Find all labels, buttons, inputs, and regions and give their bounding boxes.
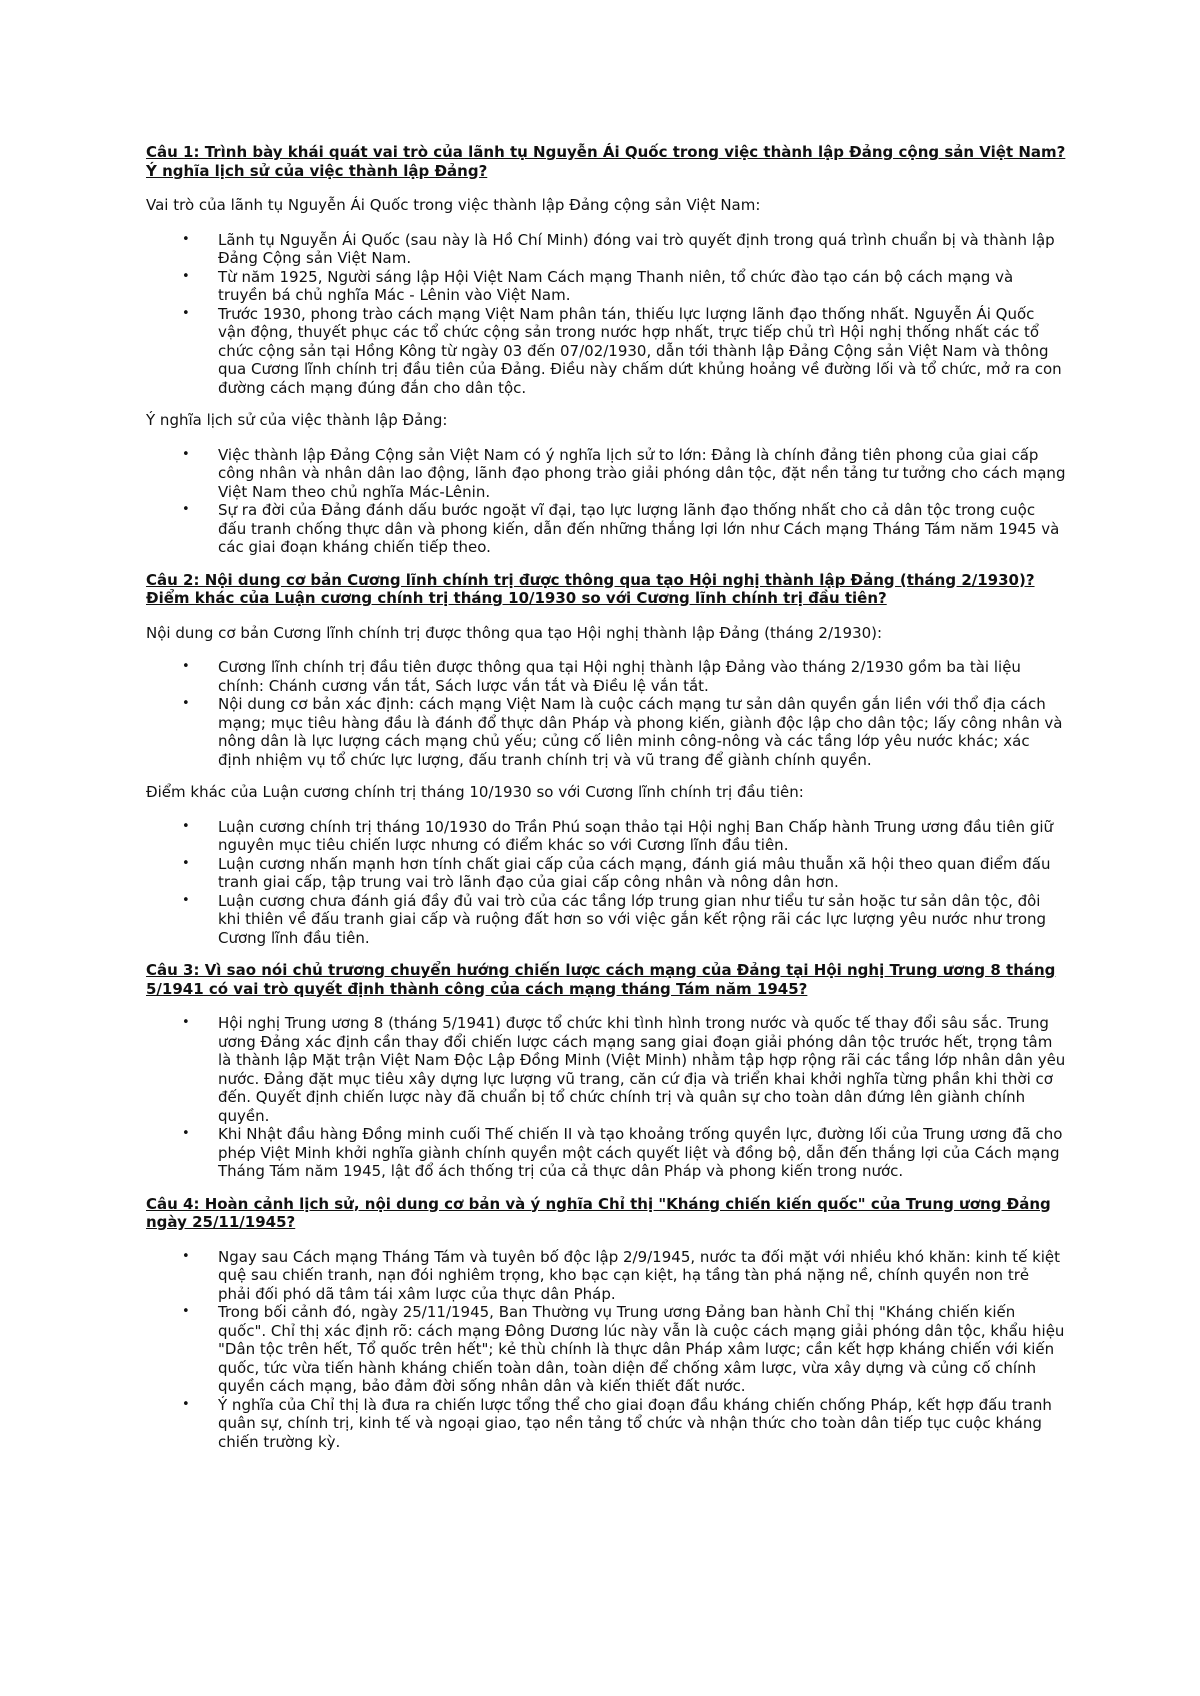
bullet-icon: •	[182, 1248, 190, 1264]
section-4	[146, 1195, 1066, 1452]
list-item: • Từ năm 1925, Người sáng lập Hội Việt Nam Cách mạng Thanh niên, tổ chức đào tạo cán bộ cách mạng và truyền bá chủ nghĩa Mác - Lênin vào Việt Nam.	[182, 267, 1014, 304]
list-item: • Ý nghĩa của Chỉ thị là đưa ra chiến lược tổng thể cho giai đoạn đầu kháng chiến chống Pháp, kết hợp đấu tranh quân sự, chính trị, kinh tế và ngoại giao, tạo nền tảng tổ chức và nhận thức cho toàn dân tiếp tục cuộc kháng chiến trường kỳ.	[182, 1395, 1052, 1451]
bullet-icon: •	[182, 818, 190, 834]
list-item: • Luận cương chính trị tháng 10/1930 do Trần Phú soạn thảo tại Hội nghị Ban Chấp hành Trung ương đầu tiên giữ nguyên mục tiêu chiến lược nhưng có điểm khác so với Cương lĩnh đầu tiên.	[182, 817, 1054, 854]
section-intro: Vai trò của lãnh tụ Nguyễn Ái Quốc trong việc thành lập Đảng cộng sản Việt Nam:	[146, 196, 761, 214]
bullet-icon: •	[182, 1015, 190, 1030]
bullet-list	[146, 818, 1066, 948]
bullet-icon: •	[182, 892, 190, 908]
list-item: • Hội nghị Trung ương 8 (tháng 5/1941) được tổ chức khi tình hình trong nước và quốc tế thay đổi sâu sắc. Trung ương Đảng xác định cần thay đổi chiến lược cách mạng sang giai đoạn giải phóng dân tộc trước hết, trọng tâm là thành lập Mặt trận Việt Nam Độc Lập Đồng Minh (Việt Minh) nhằm tập hợp rộng rãi các tầng lớp nhân dân yêu nước. Đảng đặt mục tiêu xây dựng lực lượng vũ trang, căn cứ địa và triển khai khởi nghĩa từng phần khi thời cơ đến. Quyết định chiến lược này đã chuẩn bị tổ chức chính trị và quân sự cho toàn dân đứng lên giành chính quyền.	[182, 1014, 1066, 1125]
bullet-icon: •	[182, 305, 190, 321]
bullet-icon: •	[182, 231, 190, 247]
section-3	[146, 961, 1066, 1181]
list-item: • Việc thành lập Đảng Cộng sản Việt Nam có ý nghĩa lịch sử to lớn: Đảng là chính đảng tiên phong của giai cấp công nhân và nhân dân lao động, lãnh đạo phong trào giải phóng dân tộc, đặt nền tảng tư tưởng cho cách mạng Việt Nam theo chủ nghĩa Mác-Lênin.	[182, 445, 1066, 501]
bullet-list	[146, 1014, 1066, 1181]
section-1	[146, 143, 1066, 557]
bullet-icon: •	[182, 1126, 190, 1141]
section-intro: Ý nghĩa lịch sử của việc thành lập Đảng:	[146, 411, 448, 429]
question-heading: Câu 3: Vì sao nói chủ trương chuyển hướng chiến lược cách mạng của Đảng tại Hội nghị Trung ương 8 tháng 5/1941 có vai trò quyết định thành công của cách mạng tháng Tám năm 1945?	[146, 961, 1056, 998]
list-item: • Ngay sau Cách mạng Tháng Tám và tuyên bố độc lập 2/9/1945, nước ta đối mặt với nhiều khó khăn: kinh tế kiệt quệ sau chiến tranh, nạn đói nghiêm trọng, kho bạc cạn kiệt, hạ tầng tàn phá nặng nề, chính quyền non trẻ phải đối phó dã tâm tái xâm lược của thực dân Pháp.	[182, 1247, 1061, 1303]
list-item: • Trong bối cảnh đó, ngày 25/11/1945, Ban Thường vụ Trung ương Đảng ban hành Chỉ thị "Kháng chiến kiến quốc". Chỉ thị xác định rõ: cách mạng Đông Dương lúc này vẫn là cuộc cách mạng giải phóng dân tộc, khẩu hiệu "Dân tộc trên hết, Tổ quốc trên hết"; kẻ thù chính là thực dân Pháp xâm lược; cần kết hợp kháng chiến với kiến quốc, tức vừa tiến hành kháng chiến toàn dân, toàn diện để chống xâm lược, vừa xây dựng và củng cố chính quyền cách mạng, bảo đảm đời sống nhân dân và kiến thiết đất nước.	[182, 1303, 1065, 1395]
bullet-list	[146, 446, 1066, 557]
bullet-icon: •	[182, 855, 190, 871]
bullet-icon: •	[182, 268, 190, 284]
bullet-icon: •	[182, 696, 190, 711]
list-item: • Cương lĩnh chính trị đầu tiên được thông qua tại Hội nghị thành lập Đảng vào tháng 2/1930 gồm ba tài liệu chính: Chánh cương vắn tắt, Sách lược vắn tắt và Điều lệ vắn tắt.	[182, 658, 1021, 695]
bullet-icon: •	[182, 446, 190, 462]
question-heading: Câu 2: Nội dung cơ bản Cương lĩnh chính trị được thông qua tạo Hội nghị thành lập Đảng (tháng 2/1930)? Điểm khác của Luận cương chính trị tháng 10/1930 so với Cương lĩnh chính trị đầu tiên?	[146, 570, 1035, 607]
bullet-icon: •	[182, 502, 190, 517]
list-item: • Lãnh tụ Nguyễn Ái Quốc (sau này là Hồ Chí Minh) đóng vai trò quyết định trong quá trình chuẩn bị và thành lập Đảng Cộng sản Việt Nam.	[182, 230, 1055, 267]
bullet-icon: •	[182, 1304, 190, 1319]
section-2	[146, 571, 1066, 948]
section-intro: Nội dung cơ bản Cương lĩnh chính trị được thông qua tạo Hội nghị thành lập Đảng (tháng 2/1930):	[146, 623, 883, 642]
list-item: • Luận cương chưa đánh giá đầy đủ vai trò của các tầng lớp trung gian như tiểu tư sản hoặc tư sản dân tộc, đôi khi thiên về đấu tranh giai cấp và ruộng đất hơn so với việc gắn kết rộng rãi các lực lượng yêu nước như trong Cương lĩnh đầu tiên.	[182, 891, 1047, 947]
list-item: • Nội dung cơ bản xác định: cách mạng Việt Nam là cuộc cách mạng tư sản dân quyền gắn liền với thổ địa cách mạng; mục tiêu hàng đầu là đánh đổ thực dân Pháp và phong kiến, giành độc lập cho dân tộc; lấy công nhân và nông dân là lực lượng cách mạng chủ yếu; củng cố liên minh công-nông và các tầng lớp yêu nước khác; xác định nhiệm vụ tổ chức lực lượng, đấu tranh chính trị và vũ trang để giành chính quyền.	[182, 695, 1063, 769]
bullet-list	[146, 658, 1066, 769]
list-item: • Sự ra đời của Đảng đánh dấu bước ngoặt vĩ đại, tạo lực lượng lãnh đạo thống nhất cho cả dân tộc trong cuộc đấu tranh chống thực dân và phong kiến, dẫn đến những thắng lợi lớn như Cách mạng Tháng Tám năm 1945 và các giai đoạn kháng chiến tiếp theo.	[182, 501, 1060, 556]
list-item: • Luận cương nhấn mạnh hơn tính chất giai cấp của cách mạng, đánh giá mâu thuẫn xã hội theo quan điểm đấu tranh giai cấp, tập trung vai trò lãnh đạo của giai cấp công nhân và nông dân hơn.	[182, 854, 1051, 891]
bullet-icon: •	[182, 659, 190, 674]
bullet-list	[146, 231, 1066, 398]
bullet-icon: •	[182, 1396, 190, 1412]
question-heading: Câu 4: Hoàn cảnh lịch sử, nội dung cơ bản và ý nghĩa Chỉ thị "Kháng chiến kiến quốc" của Trung ương Đảng ngày 25/11/1945?	[146, 1194, 1051, 1231]
list-item: • Trước 1930, phong trào cách mạng Việt Nam phân tán, thiếu lực lượng lãnh đạo thống nhất. Nguyễn Ái Quốc vận động, thuyết phục các tổ chức cộng sản trong nước hợp nhất, trực tiếp chủ trì Hội nghị thống nhất các tổ chức cộng sản tại Hồng Kông từ ngày 03 đến 07/02/1930, dẫn tới thành lập Đảng Cộng sản Việt Nam và thông qua Cương lĩnh chính trị đầu tiên của Đảng. Điều này chấm dứt khủng hoảng về đường lối và tổ chức, mở ra con đường cách mạng đúng đắn cho dân tộc.	[182, 304, 1062, 397]
list-item: • Khi Nhật đầu hàng Đồng minh cuối Thế chiến II và tạo khoảng trống quyền lực, đường lối của Trung ương đã cho phép Việt Minh khởi nghĩa giành chính quyền một cách quyết liệt và đồng bộ, dẫn đến thắng lợi của Cách mạng Tháng Tám năm 1945, lật đổ ách thống trị của cả thực dân Pháp và phong kiến trong nước.	[182, 1125, 1063, 1180]
section-intro: Điểm khác của Luận cương chính trị tháng 10/1930 so với Cương lĩnh chính trị đầu tiên:	[146, 783, 804, 801]
question-heading: Câu 1: Trình bày khái quát vai trò của lãnh tụ Nguyễn Ái Quốc trong việc thành lập Đảng cộng sản Việt Nam? Ý nghĩa lịch sử của việc thành lập Đảng?	[146, 143, 1066, 180]
bullet-list	[146, 1248, 1066, 1452]
document-page	[146, 143, 1066, 1465]
